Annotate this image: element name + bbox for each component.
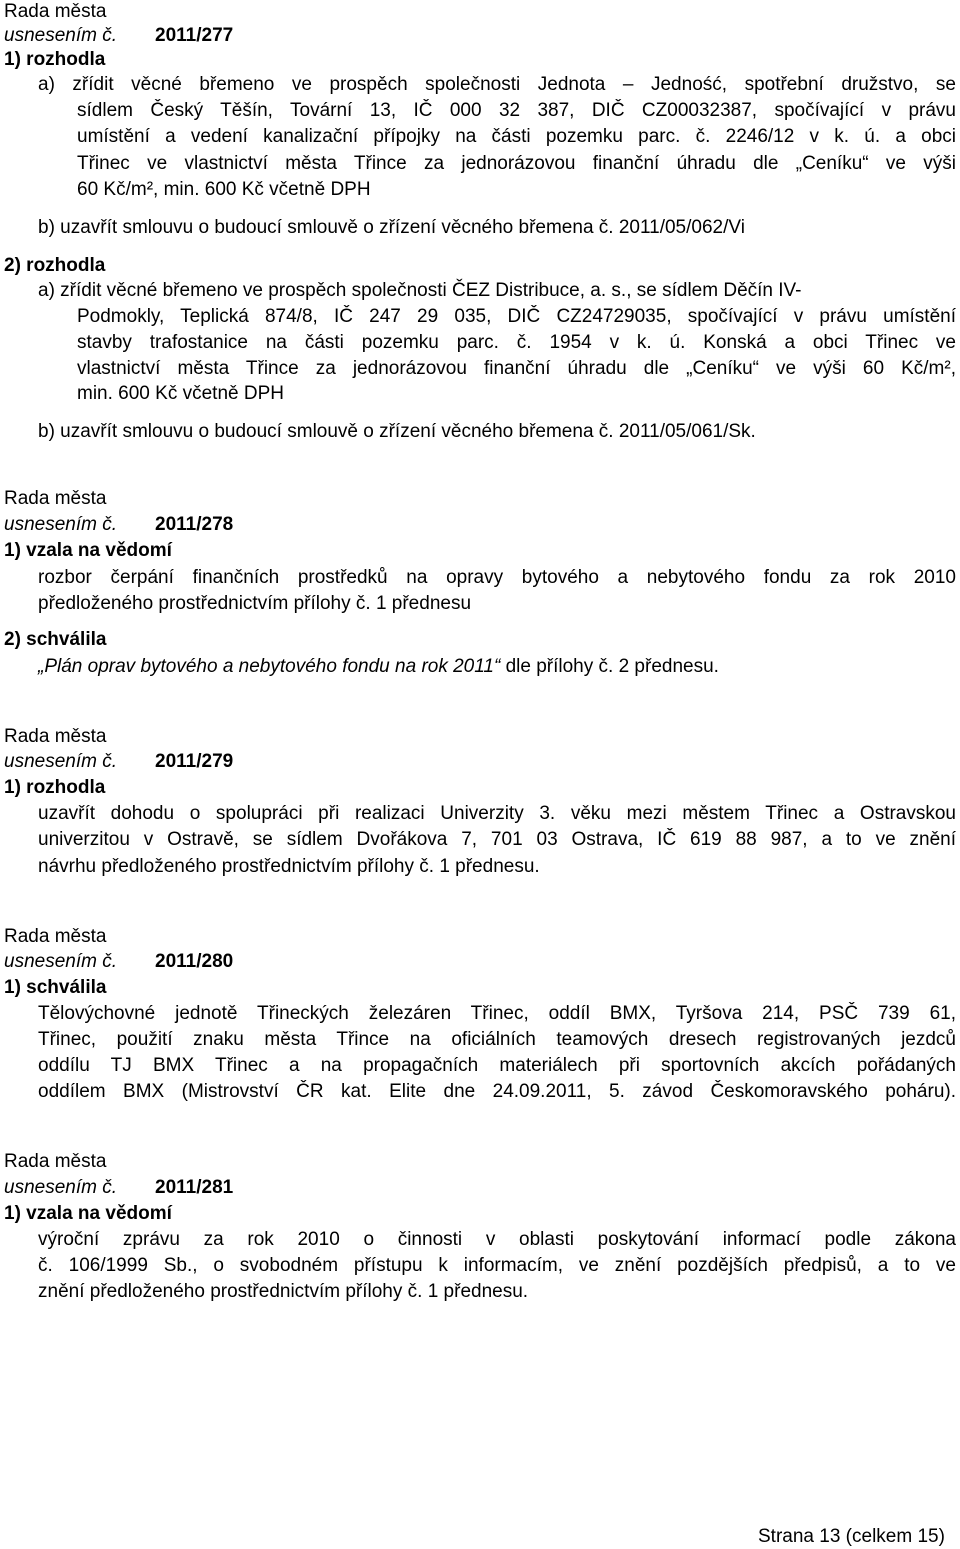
item-text-line: znění předloženého prostřednictvím přílohy č. 1 přednesu. bbox=[38, 1281, 529, 1302]
item-text-line: vlastnictví města Třince za jednorázovou finanční úhradu dle „Ceníku“ ve výši 60 Kč/m², bbox=[77, 358, 956, 379]
item-heading: 1) schválila bbox=[4, 977, 107, 998]
item-text-line: a) zřídit věcné břemeno ve prospěch společnosti ČEZ Distribuce, a. s., se sídlem Děčín IV- bbox=[38, 280, 802, 301]
resolution-number: 2011/279 bbox=[155, 751, 234, 772]
item-heading: 2) schválila bbox=[4, 629, 107, 650]
resolution-number-label: usnesením č. bbox=[4, 1177, 117, 1198]
item-text-line bbox=[38, 655, 719, 679]
resolution-number: 2011/277 bbox=[155, 25, 234, 46]
item-text-line: návrhu předloženého prostřednictvím přílohy č. 1 přednesu. bbox=[38, 856, 540, 877]
plan-title: „Plán oprav bytového a nebytového fondu na rok 2011“ bbox=[38, 656, 501, 677]
item-text-line: b) uzavřít smlouvu o budoucí smlouvě o zřízení věcného břemena č. 2011/05/062/Vi bbox=[38, 217, 745, 238]
item-text-line: oddílem BMX (Mistrovství ČR kat. Elite dne 24.09.2011, 5. závod Českomoravského poháru). bbox=[38, 1081, 956, 1102]
page-footer: Strana 13 (celkem 15) bbox=[758, 1526, 945, 1547]
resolution-number: 2011/280 bbox=[155, 951, 234, 972]
item-text-line: 60 Kč/m², min. 600 Kč včetně DPH bbox=[77, 179, 371, 200]
item-heading: 1) rozhodla bbox=[4, 777, 106, 798]
resolution-number-label: usnesením č. bbox=[4, 25, 117, 46]
resolution-number-label: usnesením č. bbox=[4, 514, 117, 535]
item-heading: 1) vzala na vědomí bbox=[4, 540, 172, 561]
item-text-line: Tělovýchovné jednotě Třineckých železáren Třinec, oddíl BMX, Tyršova 214, PSČ 739 61, bbox=[38, 1003, 956, 1024]
resolution-number-label: usnesením č. bbox=[4, 951, 117, 972]
item-text-line: umístění a vedení kanalizační přípojky na části pozemku parc. č. 2246/12 v k. ú. a obci bbox=[77, 126, 956, 147]
item-text-line: výroční zprávu za rok 2010 o činnosti v oblasti poskytování informací podle zákona bbox=[38, 1229, 956, 1250]
resolution-number-label: usnesením č. bbox=[4, 751, 117, 772]
item-text-line: univerzitou v Ostravě, se sídlem Dvořákova 7, 701 03 Ostrava, IČ 619 88 987, a to ve znění bbox=[38, 829, 956, 850]
item-text-line: č. 106/1999 Sb., o svobodném přístupu k informacím, ve znění pozdějších předpisů, a to ve bbox=[38, 1255, 956, 1276]
item-heading: 1) rozhodla bbox=[4, 49, 106, 70]
plan-tail: dle přílohy č. 2 přednesu. bbox=[500, 656, 719, 677]
resolution-number: 2011/278 bbox=[155, 514, 234, 535]
resolution-number: 2011/281 bbox=[155, 1177, 234, 1198]
item-heading: 1) vzala na vědomí bbox=[4, 1203, 172, 1224]
item-text-line: předloženého prostřednictvím přílohy č. 1 přednesu bbox=[38, 593, 472, 614]
item-text-line: rozbor čerpání finančních prostředků na opravy bytového a nebytového fondu za rok 2010 bbox=[38, 567, 956, 588]
item-text-line: a) zřídit věcné břemeno ve prospěch společnosti Jednota – Jedność, spotřební družstvo, se bbox=[38, 74, 956, 95]
item-heading: 2) rozhodla bbox=[4, 255, 106, 276]
council-label: Rada města bbox=[4, 1, 107, 22]
item-text-line: min. 600 Kč včetně DPH bbox=[77, 383, 284, 404]
item-text-line: Třinec ve vlastnictví města Třince za jednorázovou finanční úhradu dle „Ceníku“ ve výši bbox=[77, 153, 956, 174]
item-text-line: sídlem Český Těšín, Tovární 13, IČ 000 32 387, DIČ CZ00032387, spočívající v právu bbox=[77, 100, 956, 121]
item-text-line: Podmokly, Teplická 874/8, IČ 247 29 035, DIČ CZ24729035, spočívající v právu umístění bbox=[77, 306, 956, 327]
council-label: Rada města bbox=[4, 1151, 107, 1172]
council-label: Rada města bbox=[4, 488, 107, 509]
council-label: Rada města bbox=[4, 926, 107, 947]
item-text-line: Třinec, použití znaku města Třince na oficiálních teamových dresech registrovaných jezdců bbox=[38, 1029, 956, 1050]
council-label: Rada města bbox=[4, 726, 107, 747]
item-text-line: stavby trafostanice na části pozemku parc. č. 1954 v k. ú. Konská a obci Třinec ve bbox=[77, 332, 956, 353]
item-text-line: b) uzavřít smlouvu o budoucí smlouvě o zřízení věcného břemena č. 2011/05/061/Sk. bbox=[38, 421, 756, 442]
item-text-line: oddílu TJ BMX Třinec a na propagačních materiálech při sportovních akcích pořádaných bbox=[38, 1055, 956, 1076]
item-text-line: uzavřít dohodu o spolupráci při realizaci Univerzity 3. věku mezi městem Třinec a Ostravskou bbox=[38, 803, 956, 824]
